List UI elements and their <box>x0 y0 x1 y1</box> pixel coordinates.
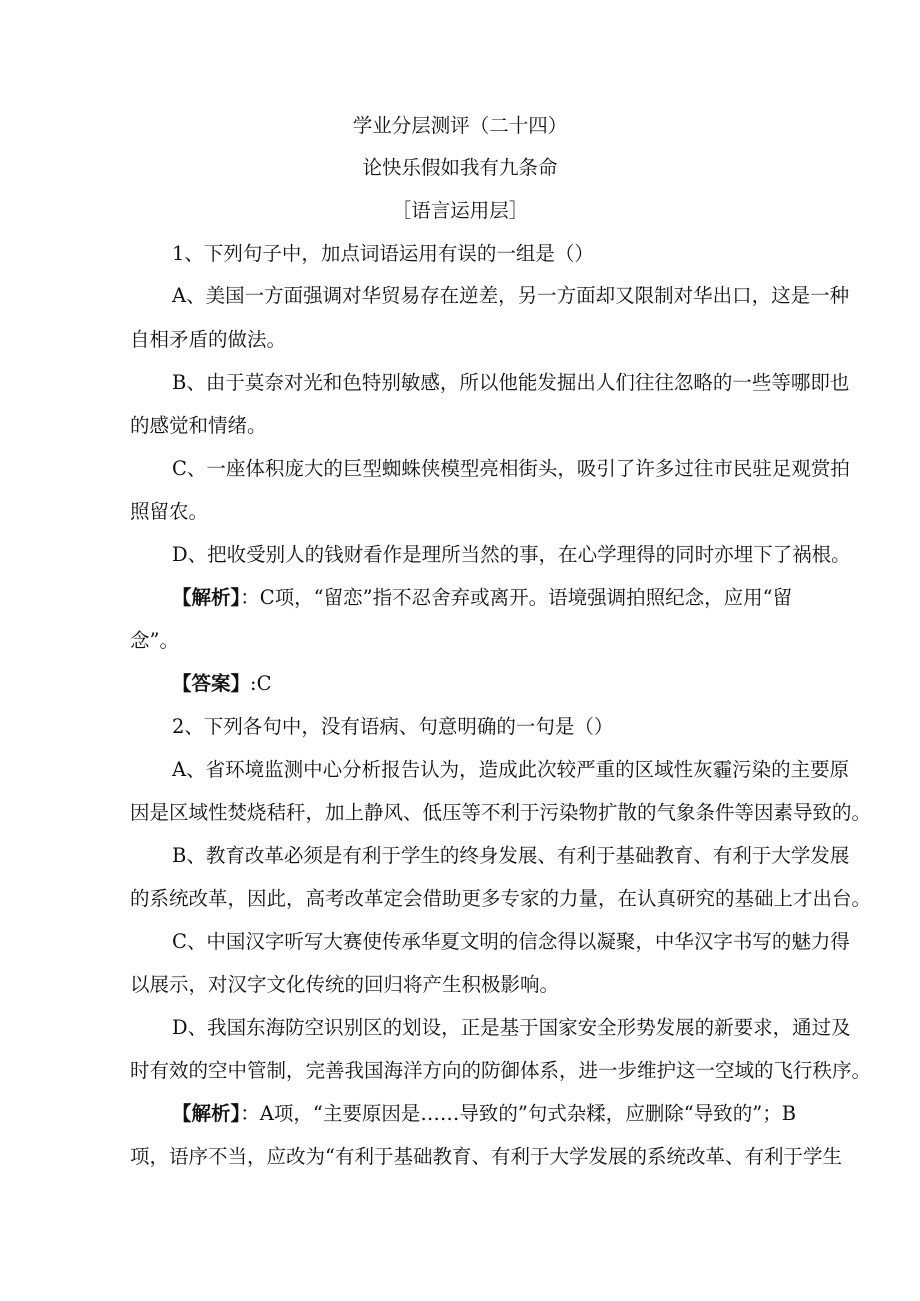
q2-option-c-cont: 以展示，对汉字文化传统的回归将产生积极影响。 <box>130 973 560 996</box>
q1-option-c-cont: 照留农。 <box>130 500 209 523</box>
q2-option-a-cont: 因是区域性焚烧秸秆，加上静风、低压等不利于污染物扩散的气象条件等因素导致的。 <box>130 801 872 824</box>
analysis-text: ：A项，“主要原因是……导致的”句式杂糅，应删除“导致的”；B <box>240 1102 797 1125</box>
page-title: 论快乐假如我有九条命 <box>362 156 558 179</box>
q1-option-b-cont: 的感觉和情绪。 <box>130 414 267 437</box>
answer-tag: 【答案】 <box>172 672 251 695</box>
q1-stem: 1、下列句子中，加点词语运用有误的一组是（） <box>172 242 594 265</box>
q1-analysis-cont: 念”。 <box>130 629 179 652</box>
series-title: 学业分层测评（二十四） <box>352 114 568 137</box>
section-heading: ［语言运用层］ <box>391 199 529 222</box>
q1-option-a-cont: 自相矛盾的做法。 <box>130 328 287 351</box>
q2-option-d: D、我国东海防空识别区的划设，正是基于国家安全形势发展的新要求，通过及 <box>172 1016 851 1039</box>
q2-option-b: B、教育改革必须是有利于学生的终身发展、有利于基础教育、有利于大学发展 <box>172 844 850 867</box>
q1-option-b: B、由于莫奈对光和色特别敏感，所以他能发掘出人们往往忽略的一些等哪即也 <box>172 371 850 394</box>
q1-analysis <box>172 584 792 612</box>
analysis-text: ：C项，“留恋”指不忍舍弃或离开。语境强调拍照纪念，应用“留 <box>240 586 793 609</box>
q2-option-c: C、中国汉字听写大赛使传承华夏文明的信念得以凝聚，中华汉字书写的魅力得 <box>172 930 850 953</box>
q1-option-d: D、把收受别人的钱财看作是理所当然的事，在心学理得的同时亦埋下了祸根。 <box>172 543 851 566</box>
q2-option-d-cont: 时有效的空中管制，完善我国海洋方向的防御体系，进一步维护这一空域的飞行秩序。 <box>130 1059 872 1082</box>
q2-analysis-cont: 项，语序不当，应改为“有利于基础教育、有利于大学发展的系统改革、有利于学生 <box>130 1145 842 1168</box>
analysis-tag: 【解析】 <box>172 1102 241 1125</box>
analysis-tag: 【解析】 <box>172 586 241 609</box>
q1-option-c: C、一座体积庞大的巨型蜘蛛侠模型亮相街头，吸引了许多过往市民驻足观赏拍 <box>172 457 850 480</box>
q2-option-b-cont: 的系统改革，因此，高考改革定会借助更多专家的力量，在认真研究的基础上才出台。 <box>130 887 872 910</box>
q2-stem: 2、下列各句中，没有语病、句意明确的一句是（） <box>172 715 614 738</box>
q1-answer <box>172 670 272 698</box>
q1-option-a: A、美国一方面强调对华贸易存在逆差，另一方面却又限制对华出口，这是一种 <box>172 284 850 307</box>
q2-option-a: A、省环境监测中心分析报告认为，造成此次较严重的区域性灰霾污染的主要原 <box>172 758 850 781</box>
answer-text: :C <box>250 672 272 695</box>
q2-analysis <box>172 1100 796 1128</box>
